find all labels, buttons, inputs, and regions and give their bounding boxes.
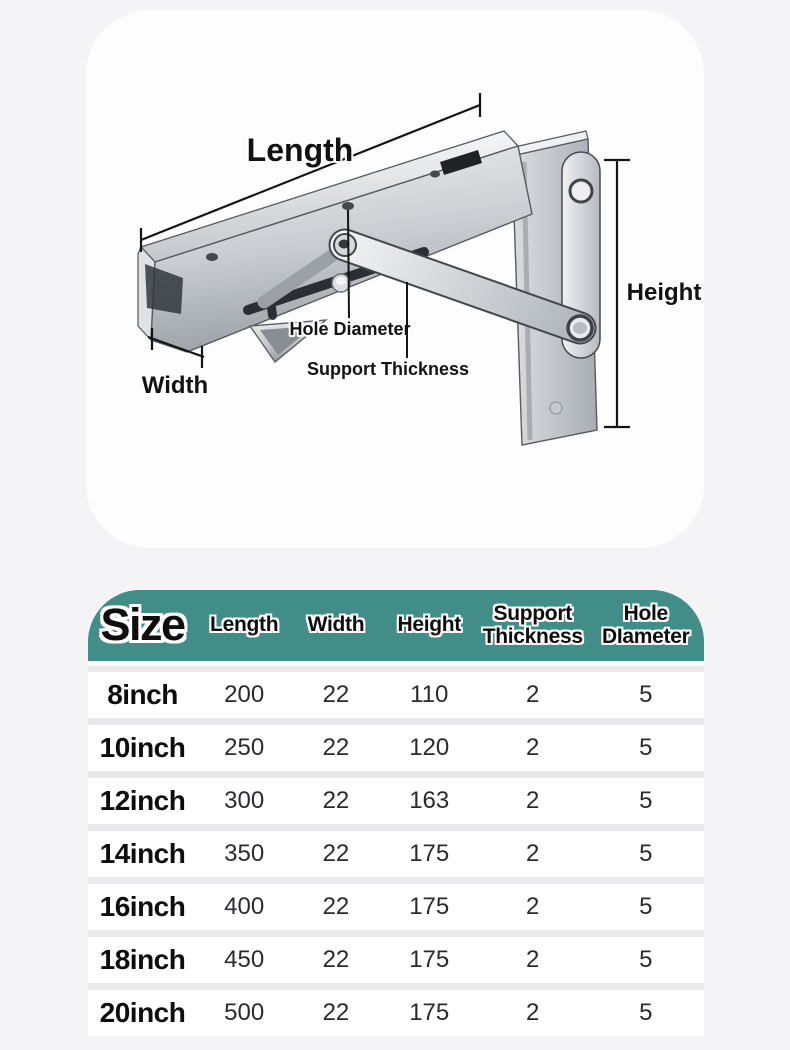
table-row [88, 725, 704, 771]
hole-diameter-cell: 5 [639, 946, 653, 973]
size-spec-table [88, 590, 704, 1036]
length-cell: 450 [224, 946, 265, 973]
width-cell: 22 [322, 787, 350, 814]
hole-diameter-label: Hole Diameter [289, 319, 411, 339]
screw-hole [206, 253, 218, 261]
product-diagram-card [86, 10, 704, 548]
table-header-row [88, 590, 704, 666]
length-cell: 250 [224, 734, 265, 761]
col-header-width: Width [307, 613, 365, 637]
length-cell: 400 [224, 893, 265, 920]
size-cell: 12inch [99, 785, 186, 816]
col-header-size: Size [100, 599, 185, 651]
size-cell: 16inch [99, 891, 186, 922]
height-cell: 120 [409, 734, 450, 761]
support-thickness-cell: 2 [526, 734, 540, 761]
size-cell: 18inch [99, 944, 186, 975]
table-row [88, 990, 704, 1036]
width-cell: 22 [322, 999, 350, 1026]
col-header-height: Height [397, 613, 461, 637]
width-cell: 22 [322, 893, 350, 920]
bracket-diagram [86, 10, 704, 548]
table-row [88, 778, 704, 824]
length-cell: 200 [224, 681, 265, 708]
length-label: Length [246, 132, 354, 168]
hole-diameter-cell: 5 [639, 840, 653, 867]
height-cell: 175 [409, 999, 450, 1026]
width-label: Width [141, 372, 209, 399]
width-cell: 22 [322, 946, 350, 973]
table-row [88, 884, 704, 930]
table-row [88, 672, 704, 718]
support-thickness-cell: 2 [526, 840, 540, 867]
support-thickness-cell: 2 [526, 946, 540, 973]
height-cell: 175 [409, 946, 450, 973]
width-cell: 22 [322, 840, 350, 867]
hole-diameter-cell: 5 [639, 787, 653, 814]
table-row [88, 831, 704, 877]
table-row [88, 937, 704, 983]
col-header-hole-diameter: Hole DIameter [602, 601, 690, 648]
support-thickness-cell: 2 [526, 787, 540, 814]
width-cell: 22 [322, 681, 350, 708]
length-cell: 350 [224, 840, 265, 867]
hole-diameter-cell: 5 [639, 734, 653, 761]
height-label: Height [626, 279, 702, 306]
size-cell: 20inch [99, 997, 186, 1028]
support-thickness-label: Support Thickness [306, 359, 470, 379]
support-thickness-cell: 2 [526, 999, 540, 1026]
hole-diameter-pointer [348, 210, 349, 318]
col-header-support-thickness: Support Thickness [482, 601, 583, 648]
length-cell: 500 [224, 999, 265, 1026]
height-cell: 175 [409, 840, 450, 867]
hole-diameter-cell: 5 [639, 681, 653, 708]
height-cell: 163 [409, 787, 450, 814]
hole-diameter-cell: 5 [639, 999, 653, 1026]
screw-hole [430, 171, 440, 178]
screw-hole [342, 202, 354, 210]
length-cell: 300 [224, 787, 265, 814]
size-cell: 10inch [99, 732, 186, 763]
size-cell: 14inch [99, 838, 186, 869]
hole-diameter-cell: 5 [639, 893, 653, 920]
support-thickness-cell: 2 [526, 681, 540, 708]
support-thickness-cell: 2 [526, 893, 540, 920]
height-cell: 175 [409, 893, 450, 920]
col-header-length: Length [210, 613, 279, 637]
width-cell: 22 [322, 734, 350, 761]
height-cell: 110 [410, 681, 449, 708]
size-cell: 8inch [107, 679, 178, 710]
